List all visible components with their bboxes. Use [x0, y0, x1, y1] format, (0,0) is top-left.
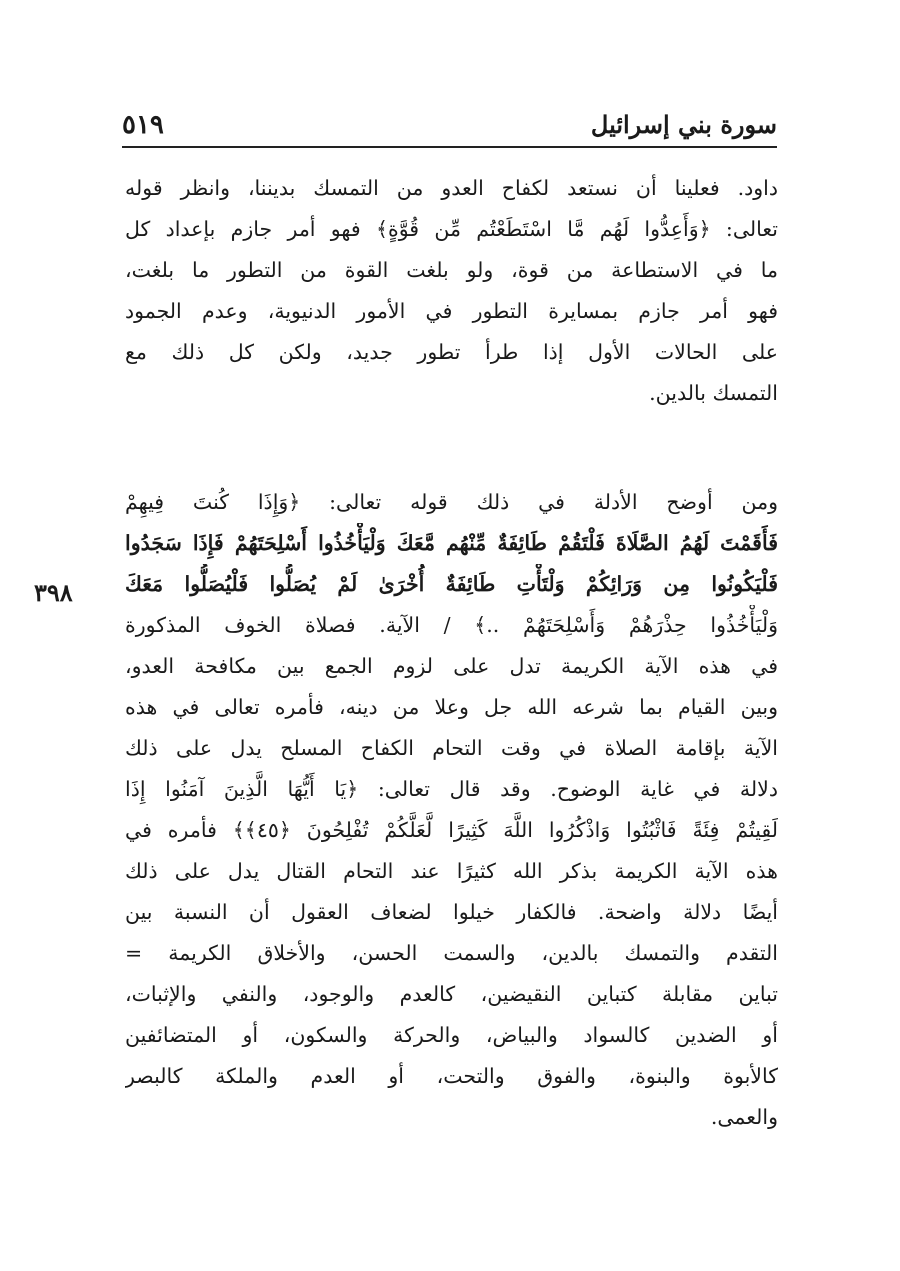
page-number: ٥١٩ [122, 110, 164, 140]
text-line: الآية بإقامة الصلاة في وقت التحام الكفاح المسلح يدل على ذلك [125, 736, 778, 760]
text-line: على الحالات الأول إذا طرأ تطور جديد، ولكن كل ذلك مع [125, 340, 778, 364]
text-line: تباين مقابلة كتباين النقيضين، كالعدم والوجود، والنفي والإثبات، [125, 982, 778, 1006]
text-line: ما في الاستطاعة من قوة، ولو بلغت القوة من التطور ما بلغت، [125, 258, 778, 282]
text-line: التمسك بالدين. [649, 381, 778, 405]
quran-verse-line: فَلْيَكُونُوا مِن وَرَائِكُمْ وَلْتَأْتِ طَائِفَةٌ أُخْرَىٰ لَمْ يُصَلُّوا فَلْيُصَلُّوا مَعَكَ [125, 572, 778, 596]
quran-verse-line: فَأَقَمْتَ لَهُمُ الصَّلَاةَ فَلْتَقُمْ طَائِفَةٌ مِّنْهُم مَّعَكَ وَلْيَأْخُذُوا أَسْلِحَتَهُمْ فَإِذَا سَجَدُوا [125, 531, 778, 555]
header-rule [122, 146, 777, 148]
text-line: التقدم والتمسك بالدين، والسمت الحسن، والأخلاق الكريمة = [125, 941, 778, 965]
text-line: كالأبوة والبنوة، والفوق والتحت، أو العدم والملكة كالبصر [125, 1064, 778, 1088]
text-line: وَلْيَأْخُذُوا حِذْرَهُمْ وَأَسْلِحَتَهُمْ ..﴾ / الآية. فصلاة الخوف المذكورة [125, 613, 778, 637]
text-line: هذه الآية الكريمة بذكر الله كثيرًا عند التحام القتال يدل على ذلك [125, 859, 778, 883]
margin-reference-number: ٣٩٨ [34, 578, 73, 607]
text-line: تعالى: ﴿وَأَعِدُّوا لَهُم مَّا اسْتَطَعْتُم مِّن قُوَّةٍ﴾ فهو أمر جازم بإعداد كل [125, 217, 778, 241]
text-line: داود. فعلينا أن نستعد لكفاح العدو من التمسك بديننا، وانظر قوله [125, 176, 778, 200]
text-line: وبين القيام بما شرعه الله جل وعلا من دينه، فأمره تعالى في هذه [125, 695, 778, 719]
text-line: في هذه الآية الكريمة تدل على لزوم الجمع بين مكافحة العدو، [125, 654, 778, 678]
text-line: ومن أوضح الأدلة في ذلك قوله تعالى: ﴿وَإِذَا كُنتَ فِيهِمْ [125, 490, 778, 514]
running-title: سورة بني إسرائيل [590, 110, 777, 139]
text-line: والعمى. [710, 1105, 778, 1129]
paragraph-2 [125, 482, 778, 1138]
text-line: لَقِيتُمْ فِئَةً فَاثْبُتُوا وَاذْكُرُوا اللَّهَ كَثِيرًا لَّعَلَّكُمْ تُفْلِحُونَ ﴿٤٥﴾﴾ فأمره في [125, 818, 778, 842]
page-header [122, 108, 777, 144]
text-line: أيضًا دلالة واضحة. فالكفار خيلوا لضعاف العقول أن النسبة بين [125, 900, 778, 924]
text-line: فهو أمر جازم بمسايرة التطور في الأمور الدنيوية، وعدم الجمود [125, 299, 778, 323]
paragraph-1 [125, 168, 778, 414]
text-line: دلالة في غاية الوضوح. وقد قال تعالى: ﴿يَا أَيُّهَا الَّذِينَ آمَنُوا إِذَا [125, 777, 778, 801]
text-line: أو الضدين كالسواد والبياض، والحركة والسكون، أو المتضائفين [125, 1023, 778, 1047]
